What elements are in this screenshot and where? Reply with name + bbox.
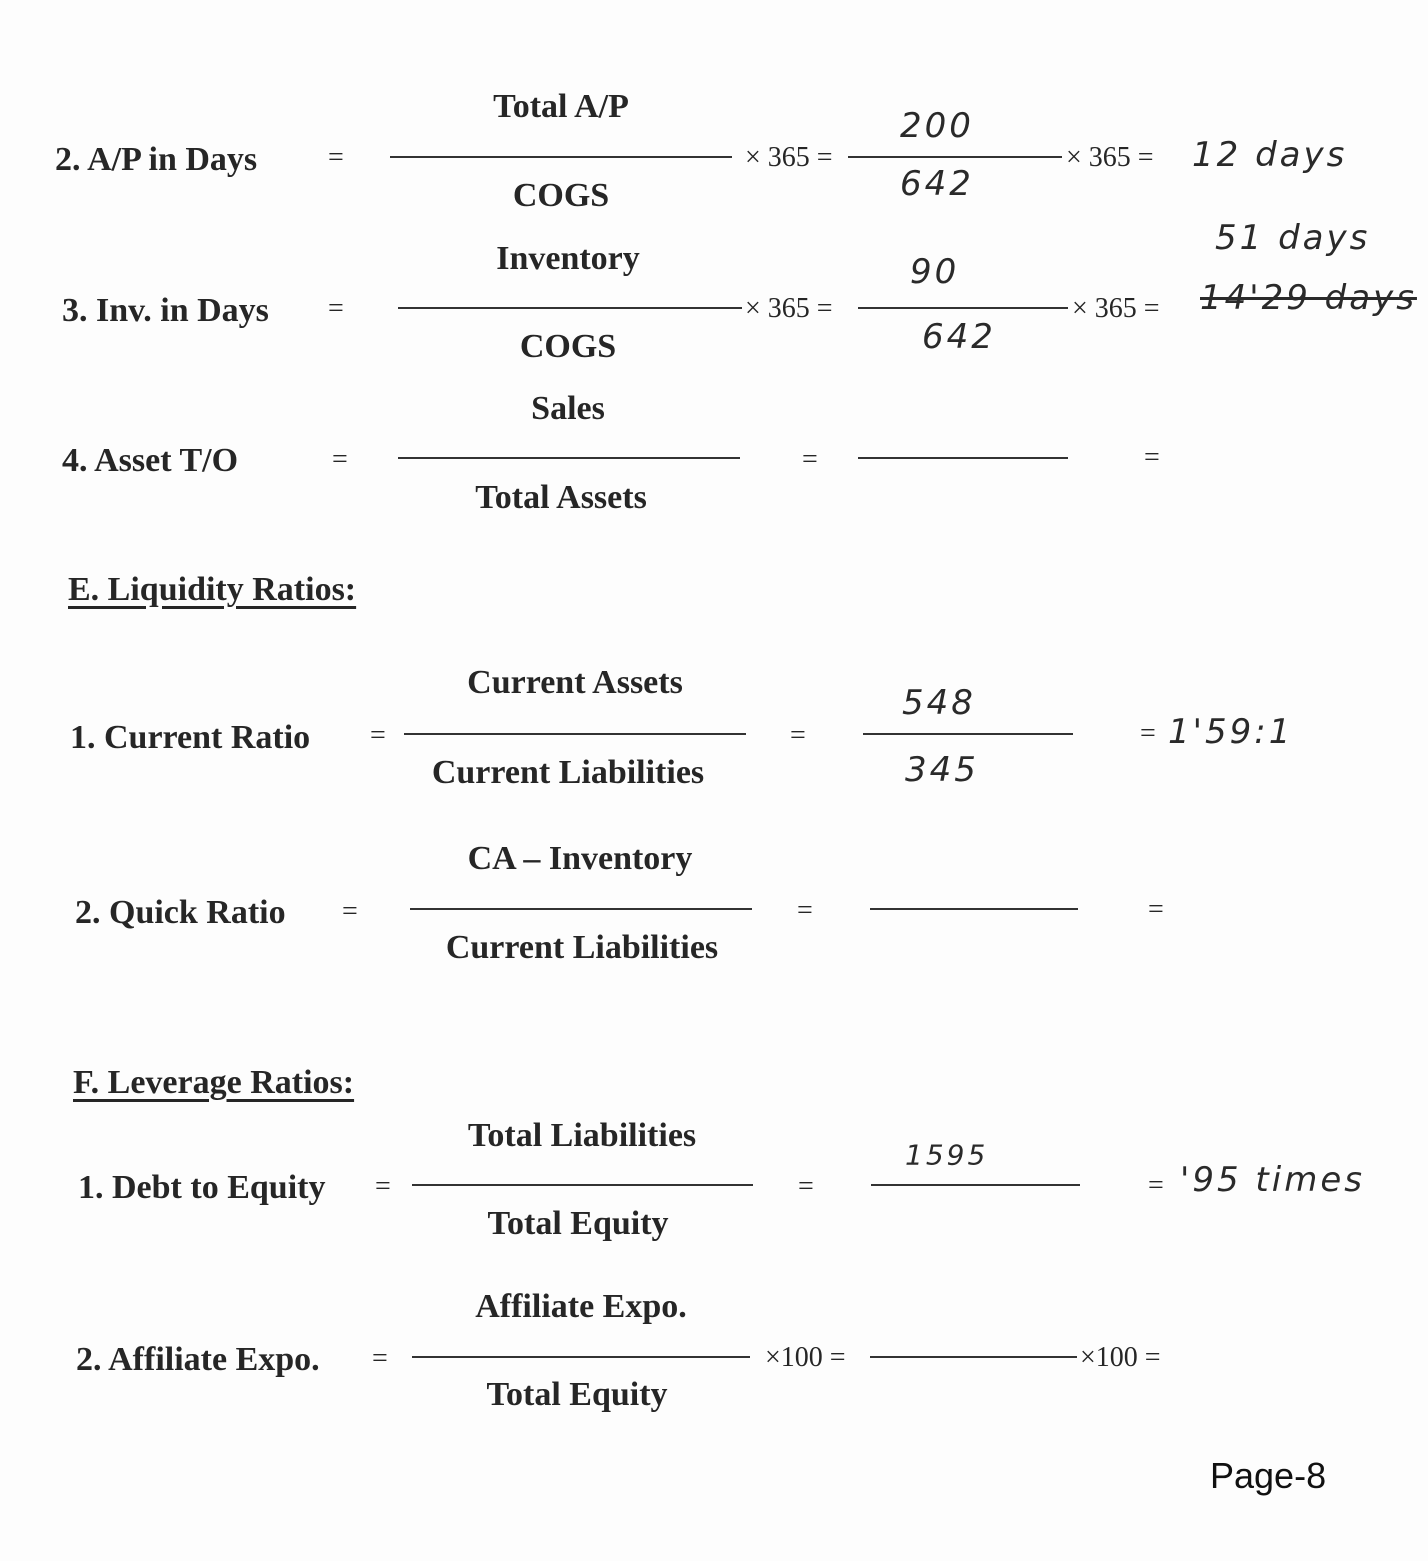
fraction-line [390, 156, 732, 158]
denominator: COGS [519, 328, 617, 365]
fraction-line [870, 1356, 1077, 1358]
ratio-label: 1. Debt to Equity [78, 1169, 326, 1206]
handwritten-result: '95 times [1180, 1160, 1365, 1200]
ratio-label: 4. Asset T/O [62, 442, 239, 479]
handwritten-result: 12 days [1192, 135, 1348, 175]
fraction-line [412, 1184, 753, 1186]
multiply-operator: × 365 = [745, 293, 833, 324]
fraction-line [404, 733, 746, 735]
ratio-label: 2. Affiliate Expo. [76, 1341, 320, 1378]
handwritten-denominator: 642 [900, 164, 974, 204]
equals-sign: = [342, 896, 358, 927]
ratio-label: 2. Quick Ratio [75, 894, 286, 931]
numerator: Inventory [496, 240, 640, 277]
equals-sign: = [790, 720, 806, 751]
fraction-line [410, 908, 752, 910]
fraction-line [858, 307, 1068, 309]
multiply-operator: × 365 = [1072, 293, 1160, 324]
numerator: Total Liabilities [467, 1117, 697, 1154]
fraction-line [870, 908, 1078, 910]
page-number: Page-8 [1210, 1455, 1327, 1496]
fraction-line [412, 1356, 750, 1358]
equals-sign: = [372, 1343, 388, 1374]
equals-sign: = [1148, 1170, 1164, 1201]
equals-sign: = [370, 720, 386, 751]
denominator: COGS [512, 177, 610, 214]
numerator: Sales [531, 390, 605, 427]
equals-sign: = [1148, 894, 1164, 925]
equals-sign: = [1140, 718, 1156, 749]
handwritten-denominator: 345 [905, 750, 979, 790]
fraction-line [398, 457, 740, 459]
handwritten-result: 51 days [1215, 218, 1371, 258]
equals-sign: = [798, 1171, 814, 1202]
denominator: Total Equity [486, 1376, 668, 1413]
numerator: CA – Inventory [467, 840, 693, 877]
equals-sign: = [1144, 442, 1160, 473]
fraction-line [871, 1184, 1080, 1186]
equals-sign: = [797, 895, 813, 926]
multiply-operator: ×100 = [1080, 1342, 1161, 1373]
handwritten-numerator: 548 [902, 683, 976, 723]
handwritten-result: 1'59:1 [1168, 712, 1294, 752]
numerator: Affiliate Expo. [475, 1288, 687, 1325]
denominator: Total Assets [475, 479, 647, 516]
handwritten-struck-result: 14'29 days [1200, 278, 1417, 318]
denominator: Total Equity [487, 1205, 669, 1242]
equals-sign: = [802, 444, 818, 475]
equals-sign: = [328, 142, 344, 173]
ratio-label: 2. A/P in Days [55, 141, 258, 178]
fraction-line [858, 457, 1068, 459]
denominator: Current Liabilities [431, 754, 705, 791]
handwritten-denominator: 642 [922, 317, 996, 357]
numerator: Current Assets [467, 664, 683, 701]
section-heading: E. Liquidity Ratios: [68, 571, 357, 608]
section-heading: F. Leverage Ratios: [73, 1064, 355, 1101]
equals-sign: = [332, 444, 348, 475]
denominator: Current Liabilities [445, 929, 719, 966]
equals-sign: = [328, 293, 344, 324]
multiply-operator: ×100 = [765, 1342, 846, 1373]
numerator: Total A/P [493, 88, 629, 125]
fraction-line [848, 156, 1062, 158]
handwritten-numerator: 200 [900, 106, 974, 146]
equals-sign: = [375, 1171, 391, 1202]
ratio-label: 3. Inv. in Days [62, 292, 269, 329]
fraction-line [863, 733, 1073, 735]
handwritten-numerator: 1595 [905, 1138, 989, 1172]
multiply-operator: × 365 = [745, 142, 833, 173]
fraction-line [398, 307, 742, 309]
multiply-operator: × 365 = [1066, 142, 1154, 173]
handwritten-numerator: 90 [910, 252, 960, 292]
ratio-label: 1. Current Ratio [70, 719, 311, 756]
